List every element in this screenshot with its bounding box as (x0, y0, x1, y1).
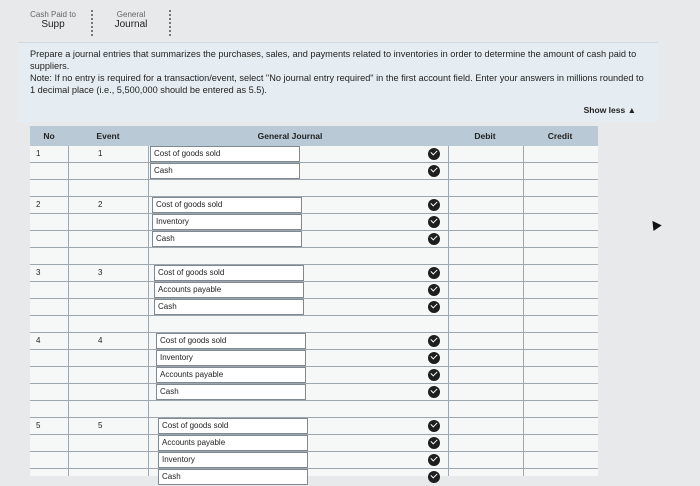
column-header-debit: Debit (474, 131, 496, 141)
credit-input[interactable] (523, 282, 598, 298)
debit-input[interactable] (448, 367, 523, 383)
debit-input[interactable] (448, 469, 523, 485)
debit-input[interactable] (448, 435, 523, 451)
tab-label: Journal (114, 19, 148, 30)
event-number: 1 (98, 149, 103, 158)
account-select[interactable]: Inventory (156, 350, 306, 366)
journal-row (30, 163, 598, 180)
credit-input[interactable] (523, 333, 598, 349)
column-header-credit: Credit (547, 131, 573, 141)
journal-grid (30, 146, 598, 481)
account-select[interactable]: Cost of goods sold (152, 197, 302, 213)
debit-input[interactable] (448, 384, 523, 400)
dropdown-check-icon[interactable] (428, 352, 440, 364)
journal-row (30, 299, 598, 316)
debit-input[interactable] (448, 299, 523, 315)
tab-cash-paid-to-suppliers[interactable] (18, 10, 88, 38)
account-select[interactable]: Accounts payable (154, 282, 304, 298)
column-header-event: Event (96, 131, 120, 141)
debit-input[interactable] (448, 197, 523, 213)
mouse-cursor-icon (648, 218, 661, 231)
credit-input[interactable] (523, 350, 598, 366)
credit-input[interactable] (523, 146, 598, 162)
credit-input[interactable] (523, 418, 598, 434)
instructions-note: Note: If no entry is required for a transaction/event, select "No journal entry required" in the first account field. Enter your answers in millions rounded to 1 decimal place (i.e., 5,500,000 should be entered as 5.5). (30, 73, 644, 95)
credit-input[interactable] (523, 469, 598, 485)
credit-input[interactable] (523, 435, 598, 451)
journal-row (30, 214, 598, 231)
debit-input[interactable] (448, 452, 523, 468)
dropdown-check-icon[interactable] (428, 148, 440, 160)
column-header-general-journal: General Journal (257, 131, 323, 141)
journal-row (30, 146, 598, 163)
credit-input[interactable] (523, 265, 598, 281)
debit-input[interactable] (448, 282, 523, 298)
account-select[interactable]: Cash (150, 163, 300, 179)
journal-row (30, 333, 598, 350)
journal-table (30, 126, 598, 481)
tab-general-journal[interactable] (96, 10, 166, 38)
journal-row (30, 469, 598, 486)
credit-input[interactable] (523, 367, 598, 383)
entry-number: 3 (36, 268, 41, 277)
tab-label: Supp (41, 19, 65, 30)
event-number: 4 (98, 336, 103, 345)
dropdown-check-icon[interactable] (428, 199, 440, 211)
journal-row (30, 367, 598, 384)
debit-input[interactable] (448, 350, 523, 366)
account-select[interactable]: Cost of goods sold (156, 333, 306, 349)
account-select[interactable]: Cost of goods sold (150, 146, 300, 162)
column-header-no: No (43, 131, 55, 141)
credit-input[interactable] (523, 299, 598, 315)
account-select[interactable]: Accounts payable (156, 367, 306, 383)
dropdown-check-icon[interactable] (428, 454, 440, 466)
entry-number: 5 (36, 421, 41, 430)
dropdown-check-icon[interactable] (428, 301, 440, 313)
dropdown-check-icon[interactable] (428, 386, 440, 398)
journal-row (30, 452, 598, 469)
account-select[interactable]: Cash (158, 469, 308, 485)
journal-row (30, 197, 598, 214)
credit-input[interactable] (523, 452, 598, 468)
dropdown-check-icon[interactable] (428, 471, 440, 483)
journal-row (30, 282, 598, 299)
account-select[interactable]: Cost of goods sold (158, 418, 308, 434)
credit-input[interactable] (523, 163, 598, 179)
account-select[interactable]: Cash (156, 384, 306, 400)
tab-top-label: General (116, 10, 146, 19)
dropdown-check-icon[interactable] (428, 284, 440, 296)
event-number: 2 (98, 200, 103, 209)
credit-input[interactable] (523, 384, 598, 400)
journal-row (30, 418, 598, 435)
credit-input[interactable] (523, 231, 598, 247)
journal-row (30, 435, 598, 452)
credit-input[interactable] (523, 214, 598, 230)
account-select[interactable]: Accounts payable (158, 435, 308, 451)
debit-input[interactable] (448, 163, 523, 179)
dropdown-check-icon[interactable] (428, 420, 440, 432)
tab-bar (18, 10, 174, 40)
entry-number: 1 (36, 149, 41, 158)
account-select[interactable]: Cash (154, 299, 304, 315)
dropdown-check-icon[interactable] (428, 335, 440, 347)
journal-header (30, 126, 598, 146)
debit-input[interactable] (448, 146, 523, 162)
entry-number: 4 (36, 336, 41, 345)
tab-top-label: Cash Paid to (30, 10, 76, 19)
instructions-panel (18, 42, 658, 122)
tab-divider (169, 10, 171, 38)
dropdown-check-icon[interactable] (428, 437, 440, 449)
tab-divider (91, 10, 93, 38)
show-less-toggle[interactable]: Show less ▲ (583, 104, 636, 115)
debit-input[interactable] (448, 418, 523, 434)
event-number: 5 (98, 421, 103, 430)
dropdown-check-icon[interactable] (428, 267, 440, 279)
debit-input[interactable] (448, 333, 523, 349)
debit-input[interactable] (448, 265, 523, 281)
credit-input[interactable] (523, 197, 598, 213)
account-select[interactable]: Cost of goods sold (154, 265, 304, 281)
entry-number: 2 (36, 200, 41, 209)
dropdown-check-icon[interactable] (428, 216, 440, 228)
journal-row (30, 350, 598, 367)
dropdown-check-icon[interactable] (428, 233, 440, 245)
account-select[interactable]: Cash (152, 231, 302, 247)
dropdown-check-icon[interactable] (428, 369, 440, 381)
dropdown-check-icon[interactable] (428, 165, 440, 177)
account-select[interactable]: Inventory (152, 214, 302, 230)
instructions-text: Prepare a journal entries that summarizes the purchases, sales, and payments related to inventories in order to determine the amount of cash paid to suppliers. (30, 49, 637, 71)
event-number: 3 (98, 268, 103, 277)
debit-input[interactable] (448, 214, 523, 230)
debit-input[interactable] (448, 231, 523, 247)
journal-row (30, 231, 598, 248)
journal-row (30, 265, 598, 282)
account-select[interactable]: Inventory (158, 452, 308, 468)
journal-row (30, 384, 598, 401)
